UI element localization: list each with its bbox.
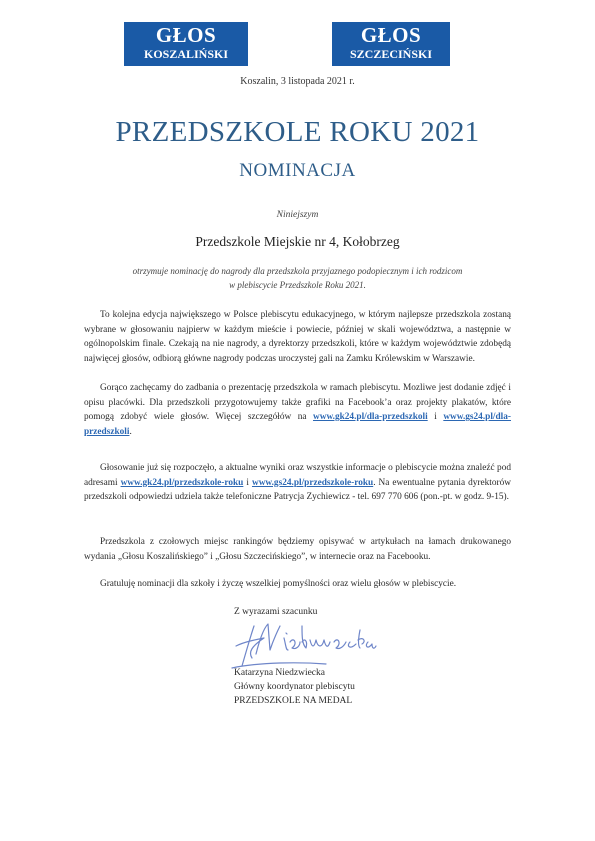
signer-name: Katarzyna Niedzwiecka bbox=[234, 668, 325, 678]
closing-phrase: Z wyrazami szacunku bbox=[234, 607, 318, 617]
link-gk24-przedszkole-roku[interactable]: www.gk24.pl/przedszkole-roku bbox=[120, 477, 244, 488]
link-gs24-przedszkole-roku[interactable]: www.gs24.pl/przedszkole-roku bbox=[251, 477, 374, 488]
logo-left-line2: KOSZALIŃSKI bbox=[143, 47, 229, 61]
signer-organization: PRZEDSZKOLE NA MEDAL bbox=[234, 696, 353, 706]
page-subtitle: NOMINACJA bbox=[239, 160, 356, 181]
p2-connector: i bbox=[427, 412, 444, 423]
p3-text: Głosowanie już się rozpoczęło, a aktualne wyniki oraz wszystkie informacje o plebiscycie można znaleźć pod adresami bbox=[84, 463, 511, 488]
page-title: PRZEDSZKOLE ROKU 2021 bbox=[115, 116, 480, 148]
glos-koszalinski-logo bbox=[124, 22, 248, 66]
paragraph-presentation bbox=[84, 381, 511, 439]
logo-left-line1: GŁOS bbox=[155, 23, 217, 47]
intro-text: Niniejszym bbox=[276, 210, 319, 220]
p2-end: . bbox=[129, 426, 132, 437]
award-line-2: w plebiscycie Przedszkole Roku 2021. bbox=[229, 280, 366, 290]
link-gk24-dla-przedszkoli[interactable]: www.gk24.pl/dla-przedszkoli bbox=[313, 412, 428, 423]
logo-right-line2: SZCZECIŃSKI bbox=[349, 47, 433, 61]
signer-role: Główny koordynator plebiscytu bbox=[234, 682, 355, 692]
award-line-1: otrzymuje nominację do nagrody dla przedszkola przyjaznego podopiecznym i ich rodzicom bbox=[132, 266, 463, 276]
p3-end: . Na ewentualne pytania dyrektorów przedszkoli odpowiedzi udziela także telefoniczne Patrycja Zychiewicz - tel. 697 770 606 (pon.-pt. w godz. 9-15). bbox=[84, 477, 511, 503]
logo-right-line1: GŁOS bbox=[360, 23, 422, 47]
letter-date: Koszalin, 3 listopada 2021 r. bbox=[240, 76, 355, 87]
link-gs24-dla-przedszkoli[interactable]: www.gs24.pl/dla-przedszkoli bbox=[84, 412, 511, 437]
paragraph-plebiscite-info: To kolejna edycja największego w Polsce plebiscytu edukacyjnego, w którym najlepsze przedszkola zostaną wybrane w głosowaniu najpierw w każdym mieście i powiecie, później w skali województwa, a następnie w ogólnopolskim finale. Czekają na nie nagrody, a dyrektorzy przedszkoli, które w każdym województwie zdobędą najwięcej głosów, odbiorą główne nagrody podczas uroczystej gali na Zamku Królewskim w Warszawie. bbox=[84, 310, 511, 364]
paragraph-articles: Przedszkola z czołowych miejsc rankingów będziemy opisywać w artykułach na łamach drukowanego wydania „Głosu Koszalińskiego” i „Głosu Szczecińskiego”, w internecie oraz na Facebooku. bbox=[84, 537, 511, 562]
nominee-name: Przedszkole Miejskie nr 4, Kołobrzeg bbox=[195, 234, 400, 249]
paragraph-voting bbox=[84, 461, 511, 505]
paragraph-congratulations: Gratuluję nominacji dla szkoły i życzę wszelkiej pomyślności oraz wielu głosów w plebiscycie. bbox=[100, 579, 457, 589]
handwritten-signature bbox=[230, 616, 380, 672]
p3-connector: i bbox=[243, 477, 252, 488]
glos-szczecinski-logo bbox=[332, 22, 450, 66]
p2-text: Gorąco zachęcamy do zadbania o prezentację przedszkola w ramach plebiscytu. Mozliwe jest dodanie zdjęć i opisu placówki. Dla przedszkoli przygotowujemy także grafiki na Facebook’a oraz projekty plakatów, które pomogą zdobyć wiele głosów. Więcej szczegółów na bbox=[84, 383, 511, 423]
award-statement bbox=[0, 264, 595, 292]
